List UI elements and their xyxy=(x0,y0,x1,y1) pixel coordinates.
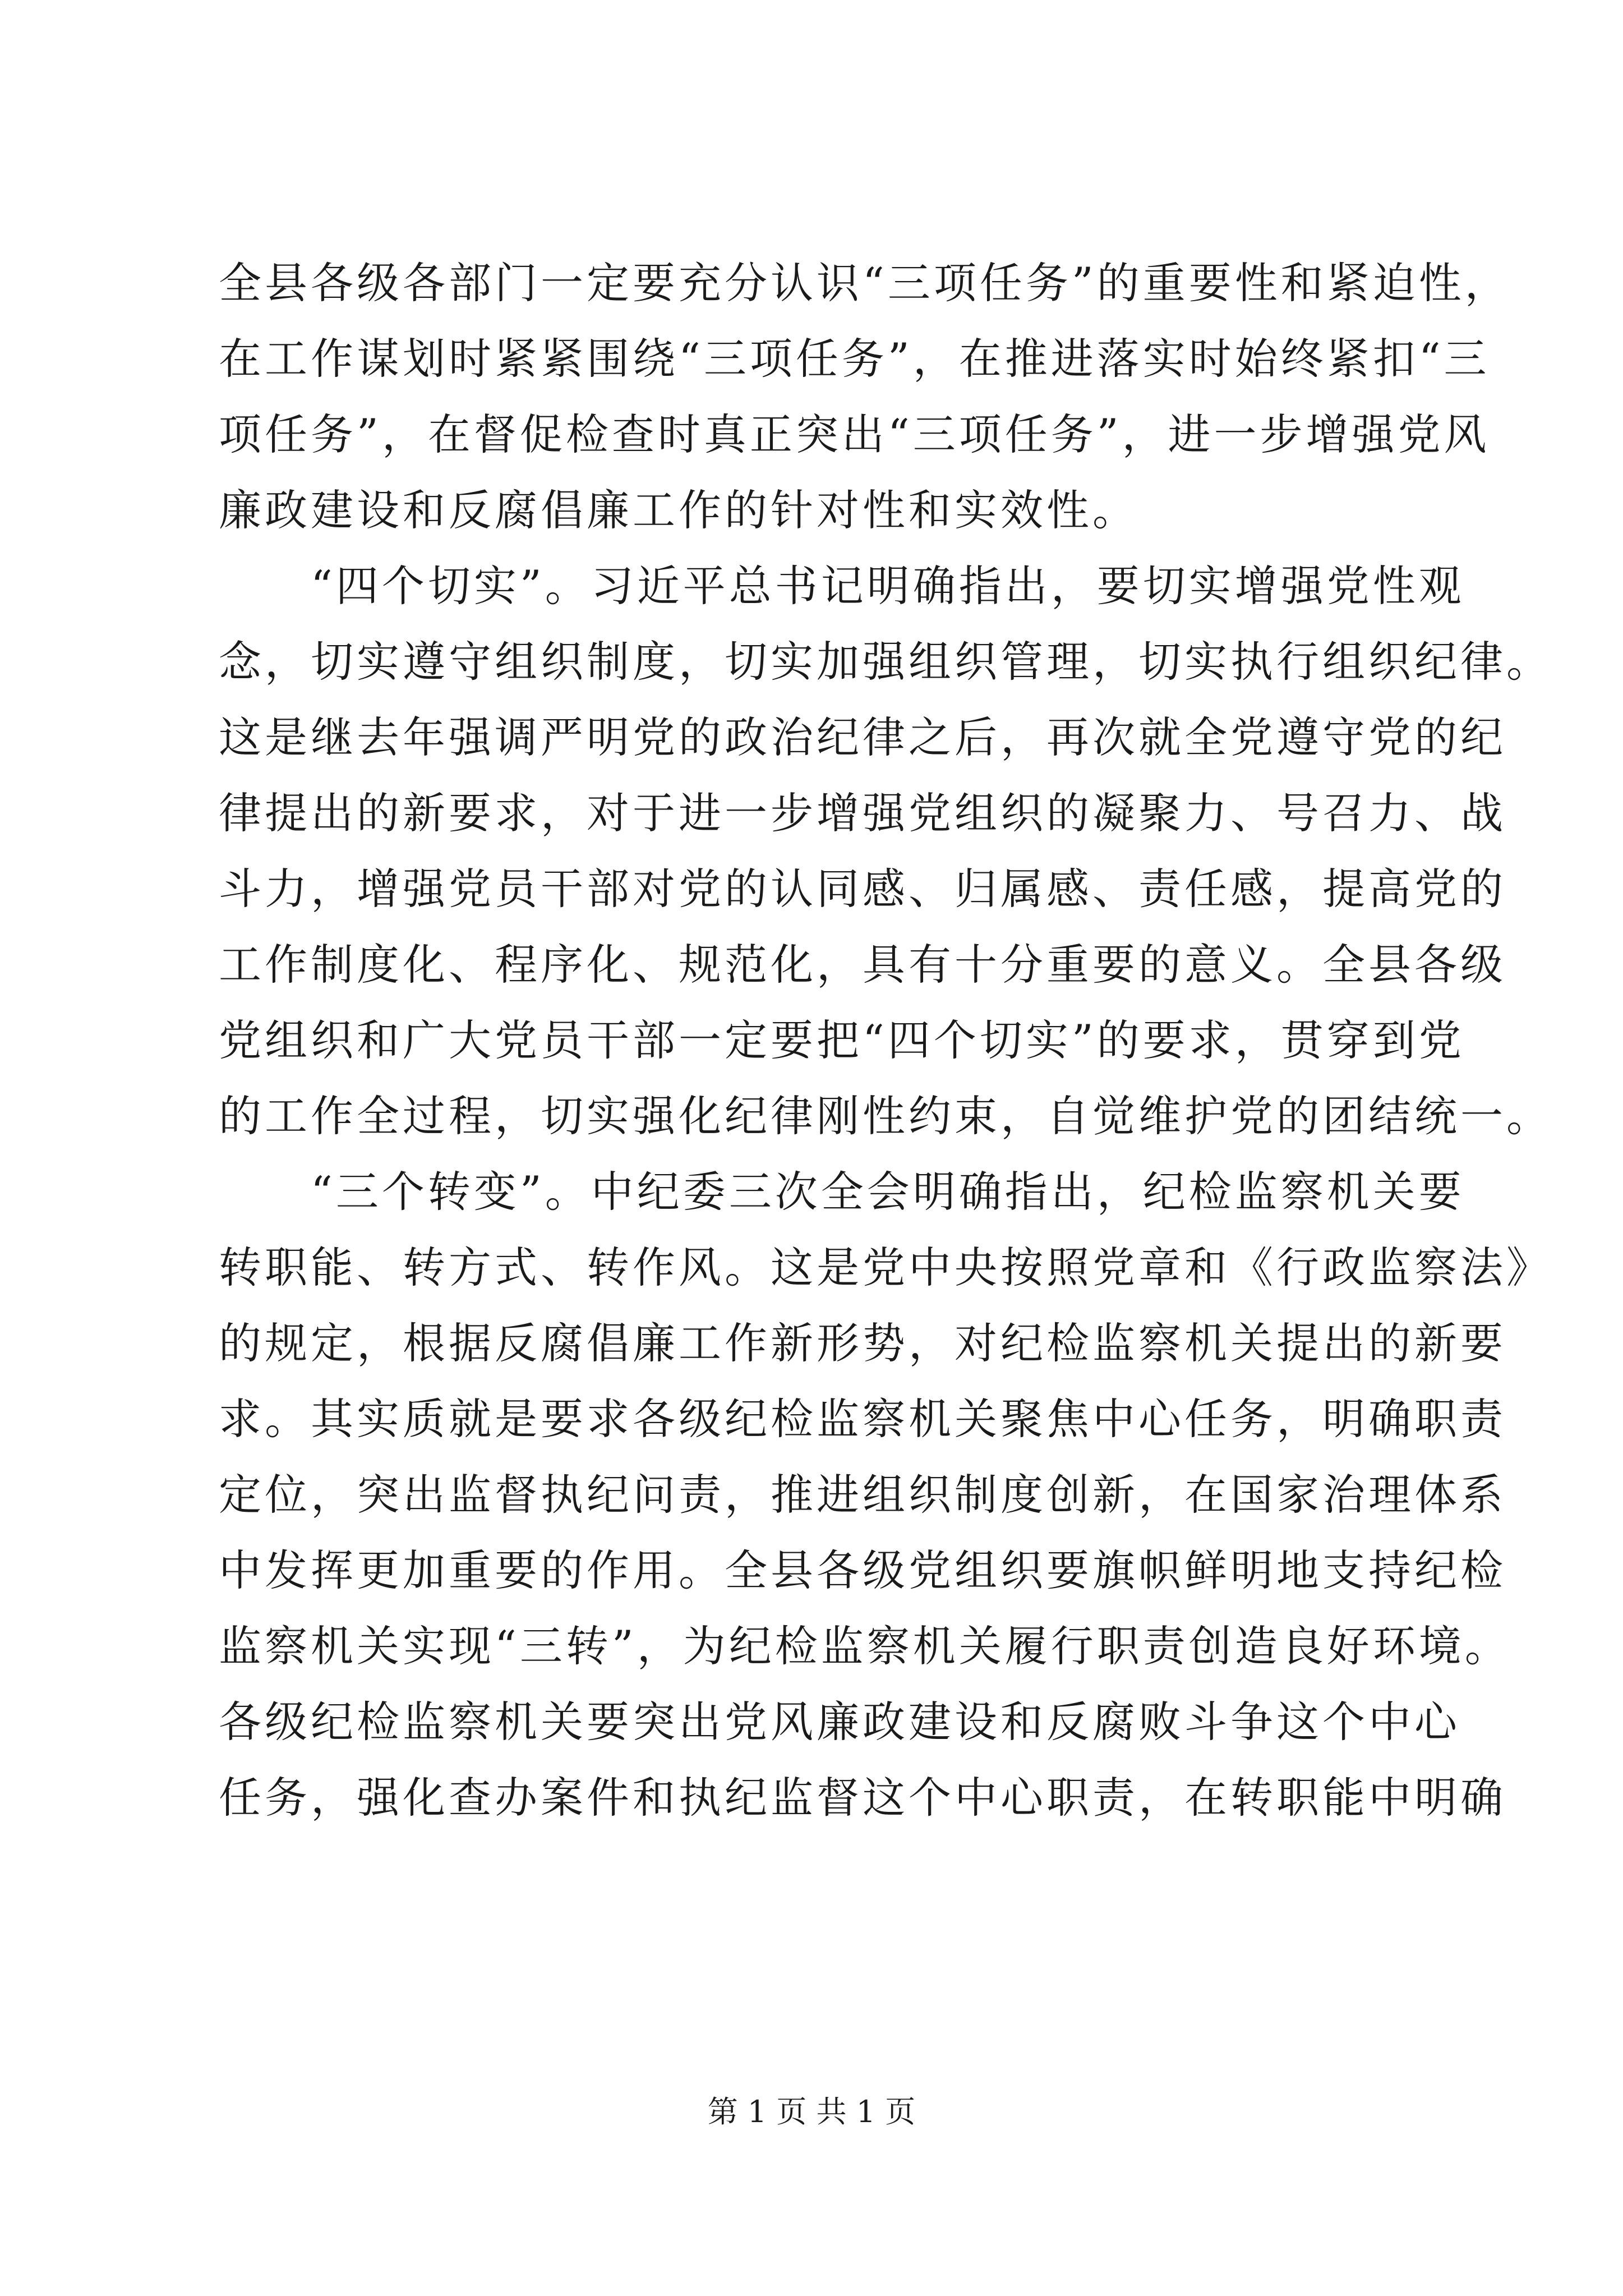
text-line: “四个切实”。习近平总书记明确指出，要切实增强党性观 xyxy=(219,561,1465,611)
text-line: 求。其实质就是要求各级纪检监察机关聚焦中心任务，明确职责 xyxy=(219,1394,1506,1444)
text-line: 斗力，增强党员干部对党的认同感、归属感、责任感，提高党的 xyxy=(219,864,1506,914)
text-line: 工作制度化、程序化、规范化，具有十分重要的意义。全县各级 xyxy=(219,940,1506,990)
page-number-footer: 第 1 页 共 1 页 xyxy=(707,2094,916,2129)
text-line: 这是继去年强调严明党的政治纪律之后，再次就全党遵守党的纪 xyxy=(219,712,1506,762)
text-line: 在工作谋划时紧紧围绕“三项任务”，在推进落实时始终紧扣“三 xyxy=(219,334,1490,384)
text-line: 定位，突出监督执纪问责，推进组织制度创新，在国家治理体系 xyxy=(219,1470,1506,1520)
text-line: 的工作全过程，切实强化纪律刚性约束，自觉维护党的团结统一。 xyxy=(219,1091,1552,1141)
text-line: 党组织和广大党员干部一定要把“四个切实”的要求，贯穿到党 xyxy=(219,1015,1465,1065)
text-line: 任务，强化查办案件和执纪监督这个中心职责，在转职能中明确 xyxy=(219,1773,1506,1823)
text-line: 的规定，根据反腐倡廉工作新形势，对纪检监察机关提出的新要 xyxy=(219,1318,1506,1368)
text-line: 全县各级各部门一定要充分认识“三项任务”的重要性和紧迫性， xyxy=(219,258,1511,308)
text-line: 中发挥更加重要的作用。全县各级党组织要旗帜鲜明地支持纪检 xyxy=(219,1545,1506,1595)
text-line: 项任务”，在督促检查时真正突出“三项任务”，进一步增强党风 xyxy=(219,409,1490,459)
text-line: 律提出的新要求，对于进一步增强党组织的凝聚力、号召力、战 xyxy=(219,788,1506,838)
text-line: “三个转变”。中纪委三次全会明确指出，纪检监察机关要 xyxy=(219,1167,1465,1217)
text-line: 转职能、转方式、转作风。这是党中央按照党章和《行政监察法》 xyxy=(219,1243,1552,1292)
text-line: 监察机关实现“三转”，为纪检监察机关履行职责创造良好环境。 xyxy=(219,1621,1511,1671)
text-line: 廉政建设和反腐倡廉工作的针对性和实效性。 xyxy=(219,485,1138,535)
text-line: 各级纪检监察机关要突出党风廉政建设和反腐败斗争这个中心 xyxy=(219,1697,1460,1747)
text-line: 念，切实遵守组织制度，切实加强组织管理，切实执行组织纪律。 xyxy=(219,637,1552,687)
